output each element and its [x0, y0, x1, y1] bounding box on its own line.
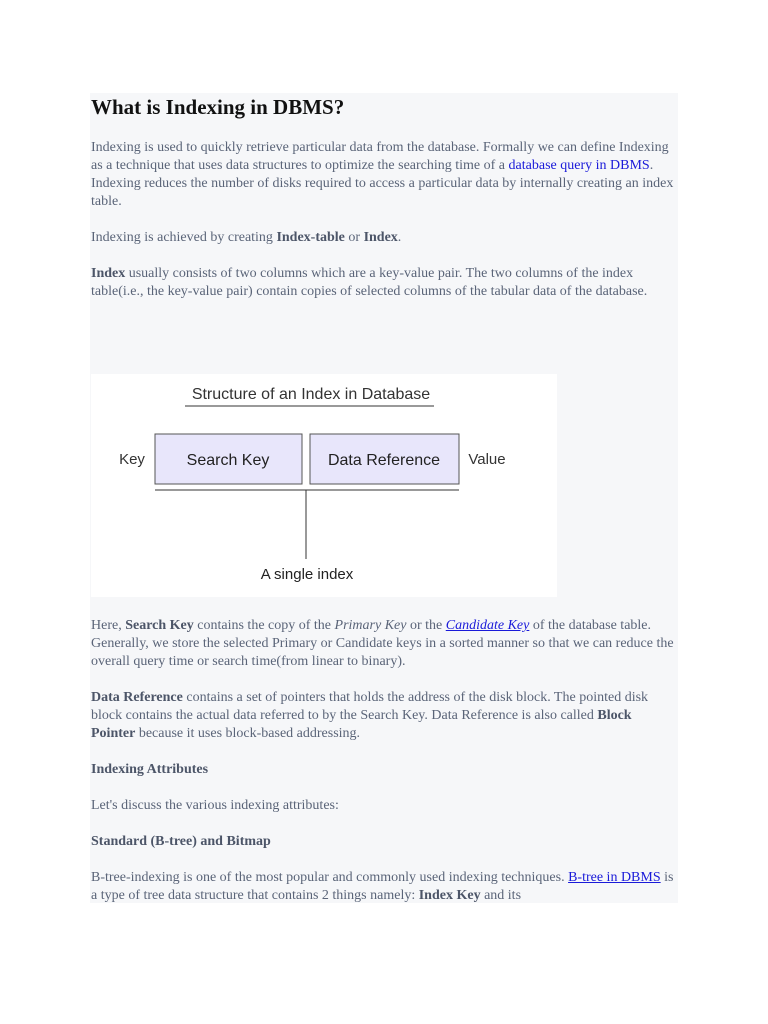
index-structure-diagram	[91, 374, 557, 597]
search-key-text-4: of the database table. Generally, we store the selected Primary or Candidate keys in a sorted manner so that we can reduce the overall query time or search time(from linear to binary).	[91, 618, 674, 669]
primary-key-term: Primary Key	[334, 618, 407, 633]
search-key-text-1: Here,	[91, 618, 126, 633]
value-label: Value	[468, 451, 506, 468]
key-label: Key	[119, 451, 145, 468]
data-reference-term: Data Reference	[91, 690, 183, 705]
block-pointer-term: Block Pointer	[91, 708, 632, 741]
index-term: Index	[363, 230, 398, 245]
index-term-bold: Index	[91, 266, 126, 281]
intro-text-1: Indexing is used to quickly retrieve particular data from the database. Formally we can define Indexing as a technique that uses data structures to optimize the searching time of a	[91, 140, 669, 173]
achieved-text-2: or	[344, 230, 364, 245]
btree-text-1: B-tree-indexing is one of the most popular and commonly used indexing techniques.	[91, 870, 569, 885]
database-query-link[interactable]: database query in DBMS	[508, 158, 650, 173]
achieved-text-1: Indexing is achieved by creating	[91, 230, 277, 245]
indexing-attributes-heading: Indexing Attributes	[91, 762, 209, 777]
page-title: What is Indexing in DBMS?	[91, 95, 345, 119]
achieved-paragraph	[91, 229, 677, 247]
data-reference-label: Data Reference	[327, 452, 441, 469]
index-table-term: Index-table	[276, 230, 345, 245]
index-description-paragraph	[91, 265, 677, 301]
btree-paragraph	[91, 869, 677, 905]
data-reference-paragraph	[91, 689, 677, 743]
btree-text-3: and its	[480, 888, 522, 903]
index-description-text: usually consists of two columns which are a key-value pair. The two columns of the index table(i.e., the key-value pair) contain copies of selected columns of the tabular data of the database.	[91, 266, 648, 299]
discuss-paragraph: Let's discuss the various indexing attributes:	[91, 798, 339, 813]
search-key-label: Search Key	[186, 452, 270, 469]
single-index-label: A single index	[260, 566, 354, 583]
index-structure-svg	[91, 374, 557, 597]
data-reference-text-1: contains a set of pointers that holds the address of the disk block. The pointed disk block contains the actual data referred to by the Search Key. Data Reference is also called	[91, 690, 649, 723]
intro-text-2: . Indexing reduces the number of disks required to access a particular data by internally creating an index table.	[91, 158, 674, 209]
intro-paragraph	[91, 139, 677, 211]
btree-text-2: is a type of tree data structure that contains 2 things namely:	[91, 870, 674, 903]
achieved-text-3: .	[397, 230, 402, 245]
search-key-text-3: or the	[406, 618, 446, 633]
candidate-key-link[interactable]: Candidate Key	[445, 618, 530, 633]
search-key-paragraph	[91, 617, 677, 671]
btree-in-dbms-link[interactable]: B-tree in DBMS	[568, 870, 661, 885]
search-key-term: Search Key	[125, 618, 194, 633]
diagram-title: Structure of an Index in Database	[191, 386, 431, 403]
index-key-term: Index Key	[418, 888, 481, 903]
btree-bitmap-heading: Standard (B-tree) and Bitmap	[91, 834, 271, 849]
data-reference-text-2: because it uses block-based addressing.	[135, 726, 361, 741]
search-key-text-2: contains the copy of the	[193, 618, 335, 633]
